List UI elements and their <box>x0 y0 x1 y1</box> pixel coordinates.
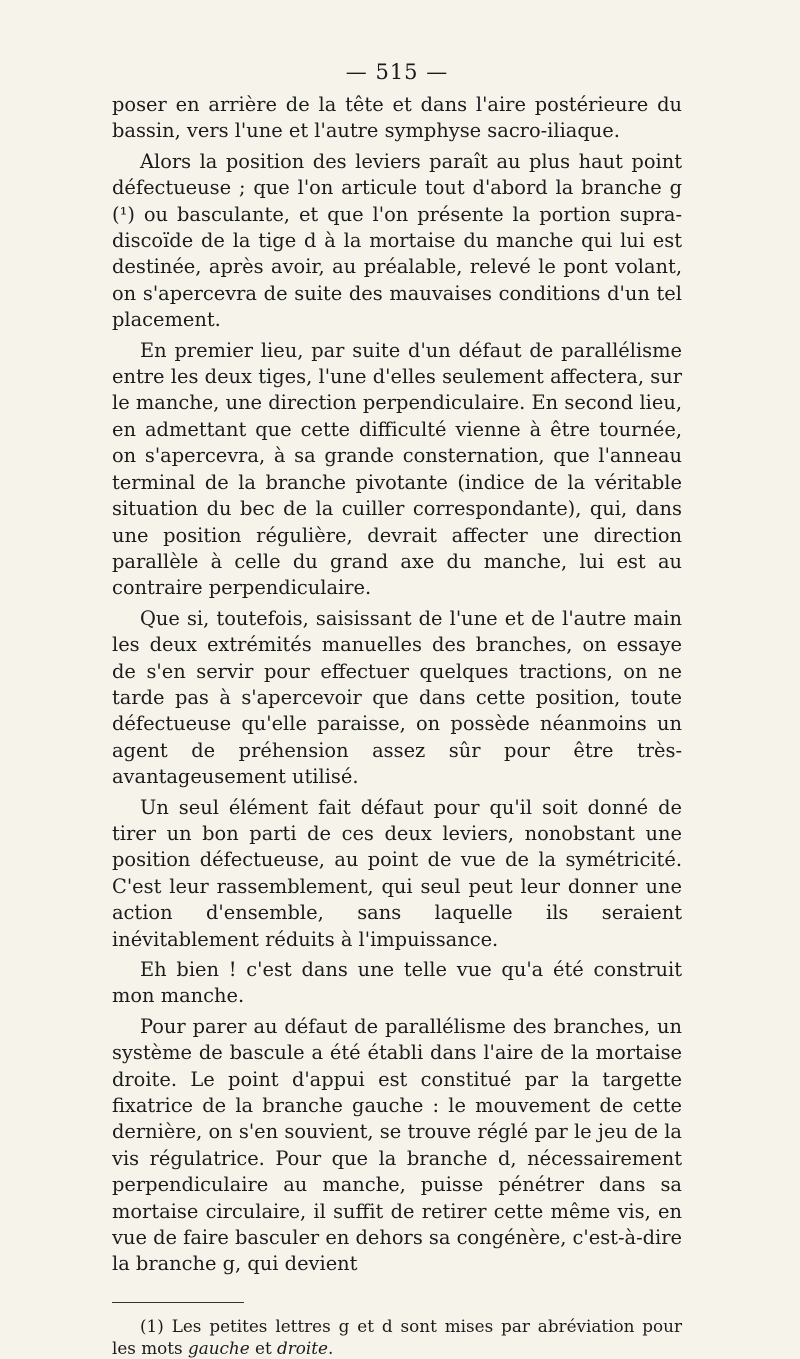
footnote-rule <box>112 1302 244 1303</box>
paragraph-5: Un seul élément fait défaut pour qu'il soit donné de tirer un bon parti de ces deux leviers, nonobstant une position défectueuse, au point de vue de la symétricité. C'est leur rassemblement, qui seul peut leur donner une action d'ensemble, sans laquelle ils seraient inévitablement réduits à l'impuissance. <box>112 795 682 951</box>
paragraph-3: En premier lieu, par suite d'un défaut de parallélisme entre les deux tiges, l'une d'elles seulement affectera, sur le manche, une direction perpendiculaire. En second lieu, en admettant que cette difficulté vienne à être tournée, on s'apercevra, à sa grande consternation, que l'anneau terminal de la branche pivotante (indice de la véritable situation du bec de la cuiller correspondante), qui, dans une position régulière, devrait affecter une direction parallèle à celle du grand axe du manche, lui est au contraire perpendiculaire. <box>112 338 682 600</box>
page-number: — 515 — <box>345 60 449 84</box>
footnote-text-middle: et <box>255 1337 272 1358</box>
paragraph-4: Que si, toutefois, saisissant de l'une et de l'autre main les deux extrémités manuelles des branches, on essaye de s'en servir pour effectuer quelques tractions, on ne tarde pas à s'apercevoir que dans cette position, toute défectueuse qu'elle paraisse, on possède néanmoins un agent de préhension assez sûr pour être très-avantageusement utilisé. <box>112 606 682 789</box>
body-text <box>112 92 682 1278</box>
footnote-italic-gauche: gauche <box>187 1337 250 1358</box>
footnote-italic-droite: droite <box>277 1337 328 1358</box>
paragraph-7: Pour parer au défaut de parallélisme des branches, un système de bascule a été établi dans l'aire de la mortaise droite. Le point d'appui est constitué par la targette fixatrice de la branche gauche : le mouvement de cette dernière, on s'en souvient, se trouve réglé par le jeu de la vis régulatrice. Pour que la branche d, nécessairement perpendiculaire au manche, puisse pénétrer dans sa mortaise circulaire, il suffit de retirer cette même vis, en vue de faire basculer en dehors sa congénère, c'est-à-dire la branche g, qui devient <box>112 1014 682 1276</box>
paragraph-2: Alors la position des leviers paraît au plus haut point défectueuse ; que l'on articule tout d'abord la branche g (¹) ou basculante, et que l'on présente la portion supra-discoïde de la tige d à la mortaise du manche qui lui est destinée, après avoir, au préalable, relevé le pont volant, on s'apercevra de suite des mauvaises conditions d'un tel placement. <box>112 149 682 332</box>
footnote-marker: (1) <box>140 1315 164 1336</box>
paragraph-6: Eh bien ! c'est dans une telle vue qu'a été construit mon manche. <box>112 958 682 1008</box>
footnote-end: . <box>327 1337 334 1358</box>
paragraph-1: poser en arrière de la tête et dans l'aire postérieure du bassin, vers l'une et l'autre symphyse sacro-iliaque. <box>112 93 682 143</box>
footnote <box>112 1315 682 1359</box>
footnote-text: Les petites lettres g et d sont mises par abréviation pour les mots <box>112 1315 682 1358</box>
